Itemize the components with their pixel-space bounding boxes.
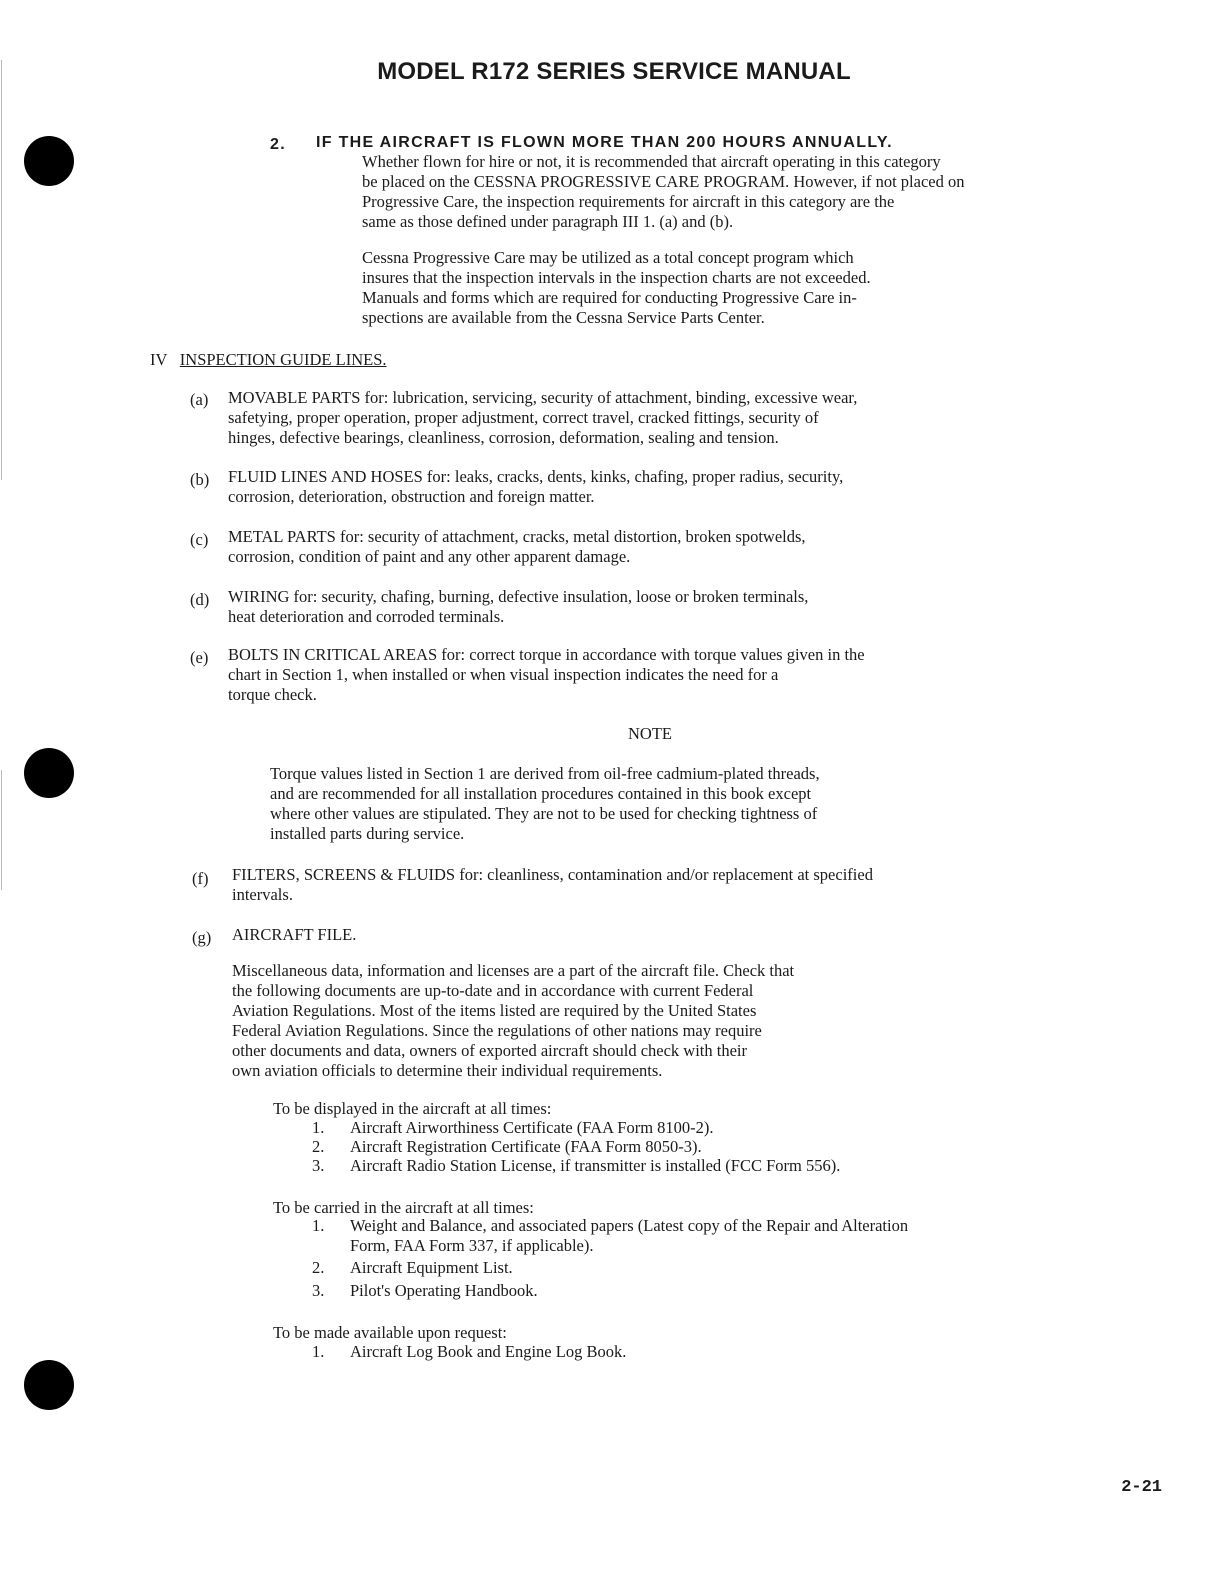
item-label: (c) bbox=[190, 530, 209, 549]
list-intro: To be carried in the aircraft at all times: bbox=[273, 1198, 534, 1217]
item-text-line: MOVABLE PARTS for: lubrication, servicing, security of attachment, binding, excessive wear, bbox=[228, 388, 858, 407]
item-text-line: WIRING for: security, chafing, burning, defective insulation, loose or broken terminals, bbox=[228, 587, 809, 606]
para2-text-line: spections are available from the Cessna Service Parts Center. bbox=[362, 308, 765, 327]
list-intro: To be displayed in the aircraft at all times: bbox=[273, 1099, 552, 1118]
section-title: INSPECTION GUIDE LINES. bbox=[179, 350, 387, 369]
list-item-continuation bbox=[312, 1236, 594, 1256]
item-text-line: safetying, proper operation, proper adjustment, correct travel, cracked fittings, security of bbox=[228, 408, 819, 427]
item-label: (d) bbox=[190, 590, 210, 609]
note-text-line: installed parts during service. bbox=[270, 824, 465, 843]
list-item-number: 3. bbox=[312, 1281, 325, 1300]
list-item bbox=[312, 1258, 513, 1278]
list-item bbox=[312, 1137, 702, 1157]
list-item bbox=[312, 1156, 840, 1176]
para2-text-line: Progressive Care, the inspection requirements for aircraft in this category are the bbox=[362, 192, 895, 211]
item-text-line: FILTERS, SCREENS & FLUIDS for: cleanliness, contamination and/or replacement at specified bbox=[232, 865, 873, 884]
file-text-line: Federal Aviation Regulations. Since the regulations of other nations may require bbox=[232, 1021, 762, 1040]
item-text-line: FLUID LINES AND HOSES for: leaks, cracks, dents, kinks, chafing, proper radius, security, bbox=[228, 467, 844, 486]
binder-hole-top bbox=[24, 136, 74, 186]
para2-text-line: same as those defined under paragraph III 1. (a) and (b). bbox=[362, 212, 734, 231]
item-text-line: torque check. bbox=[228, 685, 317, 704]
note-text-line: Torque values listed in Section 1 are derived from oil-free cadmium-plated threads, bbox=[270, 764, 820, 783]
item-text-line: hinges, defective bearings, cleanliness, corrosion, deformation, sealing and tension. bbox=[228, 428, 779, 447]
list-item-number: 1. bbox=[312, 1118, 325, 1137]
list-item-text: Aircraft Radio Station License, if transmitter is installed (FCC Form 556). bbox=[350, 1156, 841, 1175]
para2-text-line: Manuals and forms which are required for conducting Progressive Care in- bbox=[362, 288, 857, 307]
list-item-text: Pilot's Operating Handbook. bbox=[350, 1281, 538, 1300]
section-heading bbox=[150, 350, 387, 370]
list-item-number: 3. bbox=[312, 1156, 325, 1175]
list-item-text: Aircraft Airworthiness Certificate (FAA Form 8100-2). bbox=[350, 1118, 714, 1137]
item-label: (a) bbox=[190, 390, 209, 409]
list-item-number: 2. bbox=[312, 1258, 325, 1277]
item-text-line: BOLTS IN CRITICAL AREAS for: correct torque in accordance with torque values given in the bbox=[228, 645, 865, 664]
list-item-text: Aircraft Log Book and Engine Log Book. bbox=[350, 1342, 627, 1361]
file-text-line: the following documents are up-to-date and in accordance with current Federal bbox=[232, 981, 754, 1000]
list-item-number: 2. bbox=[312, 1137, 325, 1156]
file-text-line: own aviation officials to determine their individual requirements. bbox=[232, 1061, 663, 1080]
para2-text-line: be placed on the CESSNA PROGRESSIVE CARE PROGRAM. However, if not placed on bbox=[362, 172, 965, 191]
item-text-line: heat deterioration and corroded terminals. bbox=[228, 607, 505, 626]
file-text-line: Aviation Regulations. Most of the items listed are required by the United States bbox=[232, 1001, 757, 1020]
scan-margin-line bbox=[1, 770, 2, 890]
item-label: (f) bbox=[192, 869, 209, 888]
item-title: AIRCRAFT FILE. bbox=[232, 925, 357, 944]
item-label: (e) bbox=[190, 648, 209, 667]
item-text-line: chart in Section 1, when installed or when visual inspection indicates the need for a bbox=[228, 665, 779, 684]
item-text-line: corrosion, deterioration, obstruction and foreign matter. bbox=[228, 487, 595, 506]
list-item bbox=[312, 1118, 714, 1138]
para2-text-line: insures that the inspection intervals in the inspection charts are not exceeded. bbox=[362, 268, 871, 287]
binder-hole-bottom bbox=[24, 1360, 74, 1410]
item-text-line: METAL PARTS for: security of attachment, cracks, metal distortion, broken spotwelds, bbox=[228, 527, 806, 546]
para2-text-line: Whether flown for hire or not, it is recommended that aircraft operating in this category bbox=[362, 152, 941, 171]
list-item-text: Form, FAA Form 337, if applicable). bbox=[350, 1236, 594, 1255]
list-item bbox=[312, 1342, 626, 1362]
note-text-line: and are recommended for all installation procedures contained in this book except bbox=[270, 784, 812, 803]
list-item bbox=[312, 1216, 908, 1236]
para2-text-line: Cessna Progressive Care may be utilized as a total concept program which bbox=[362, 248, 854, 267]
binder-hole-middle bbox=[24, 748, 74, 798]
page-number: 2-21 bbox=[1121, 1478, 1162, 1497]
list-intro: To be made available upon request: bbox=[273, 1323, 507, 1342]
list-item bbox=[312, 1281, 538, 1301]
para2-heading: IF THE AIRCRAFT IS FLOWN MORE THAN 200 HOURS ANNUALLY. bbox=[316, 134, 893, 151]
note-title: NOTE bbox=[628, 724, 672, 743]
list-item-text: Weight and Balance, and associated papers (Latest copy of the Repair and Alteration bbox=[350, 1216, 909, 1235]
section-number: IV bbox=[150, 350, 168, 369]
item-label: (g) bbox=[192, 928, 212, 947]
item-label: (b) bbox=[190, 470, 210, 489]
list-item-text: Aircraft Registration Certificate (FAA Form 8050-3). bbox=[350, 1137, 702, 1156]
list-item-text: Aircraft Equipment List. bbox=[350, 1258, 513, 1277]
list-item-number: 1. bbox=[312, 1216, 325, 1235]
item-text-line: corrosion, condition of paint and any other apparent damage. bbox=[228, 547, 631, 566]
list-item-number: 1. bbox=[312, 1342, 325, 1361]
file-text-line: Miscellaneous data, information and licenses are a part of the aircraft file. Check that bbox=[232, 961, 795, 980]
file-text-line: other documents and data, owners of exported aircraft should check with their bbox=[232, 1041, 747, 1060]
item-text-line: intervals. bbox=[232, 885, 293, 904]
scan-margin-line bbox=[1, 60, 2, 480]
note-text-line: where other values are stipulated. They are not to be used for checking tightness of bbox=[270, 804, 818, 823]
page-title: MODEL R172 SERIES SERVICE MANUAL bbox=[377, 58, 851, 85]
para2-number: 2. bbox=[270, 136, 286, 153]
